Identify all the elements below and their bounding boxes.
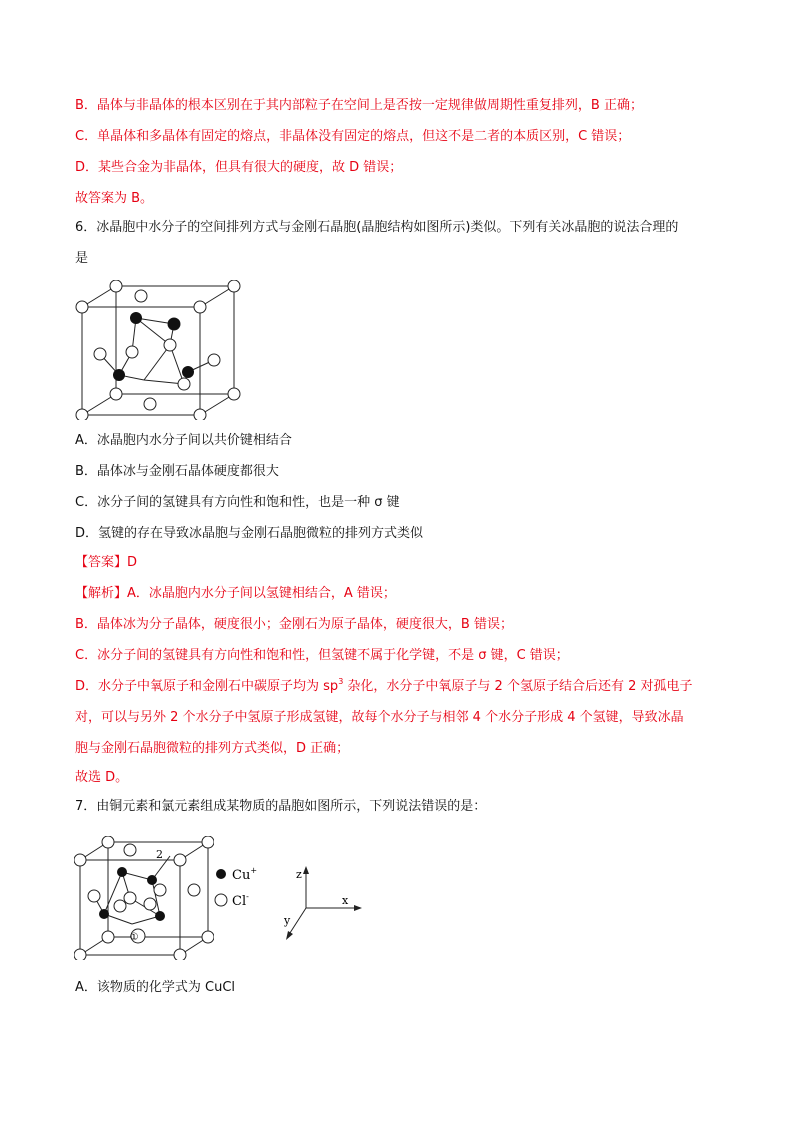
prev-option-c-explanation: C．单晶体和多晶体有固定的熔点，非晶体没有固定的熔点，但这不是二者的本质区别，C 错误； [75,129,631,144]
prev-conclusion: 故答案为 B。 [75,191,154,206]
legend-cl [232,892,249,909]
legend-cu [232,866,257,883]
q6-analysis-d-line3: 胞与金刚石晶胞微粒的排列方式类似，D 正确； [75,741,350,756]
q7-stem: 7．由铜元素和氯元素组成某物质的晶胞如图所示，下列说法错误的是： [75,799,487,814]
cl-ion-symbol-icon [215,894,227,906]
q6-analysis-d-line2: 对，可以与另外 2 个水分子中氢原子形成氢键，故每个水分子与相邻 4 个水分子形成 4 个氢键，导致冰晶 [75,710,684,725]
q6-conclusion: 故选 D。 [75,770,129,785]
legend-cl-symbol: Cl [232,894,247,909]
q7-axes [282,864,362,944]
analysis-d-pre: D．水分子中氧原子和金刚石中碳原子均为 [75,679,324,694]
q6-answer [75,553,137,573]
legend-cu-symbol: Cu [232,868,251,883]
cu-ion-symbol-icon [216,869,226,879]
q6-option-b: B．晶体冰与金刚石晶体硬度都很大 [75,464,279,479]
axis-y-label: y [284,914,291,927]
analysis-d-sup: 3 [338,677,344,686]
q6-diamond-cell-figure [74,280,244,420]
q6-stem-line2: 是 [75,251,89,266]
q6-option-c: C．冰分子间的氢键具有方向性和饱和性，也是一种 σ 键 [75,495,400,510]
axis-x-label: x [342,894,349,907]
analysis-d-sp: sp [323,679,339,694]
q7-cucl-cell-figure [74,836,214,960]
q6-analysis-a [75,584,396,604]
legend-cu-charge: + [250,866,258,875]
q6-option-d: D．氢键的存在导致冰晶胞与金刚石晶胞微粒的排列方式类似 [75,526,424,541]
q6-analysis-c: C．冰分子间的氢键具有方向性和饱和性，但氢键不属于化学键，不是 σ 键，C 错误； [75,648,569,663]
q6-analysis-d-line1 [75,677,693,697]
q7-option-a: A．该物质的化学式为 CuCl [75,980,236,995]
answer-value: D [127,555,138,570]
analysis-a-text: A．冰晶胞内水分子间以氢键相结合，A 错误； [127,586,396,601]
q6-analysis-b: B．晶体冰为分子晶体，硬度很小；金刚石为原子晶体，硬度很大，B 错误； [75,617,513,632]
prev-option-b-explanation: B．晶体与非晶体的根本区别在于其内部粒子在空间上是否按一定规律做周期性重复排列，B 正确； [75,98,643,113]
analysis-tag: 【解析】 [75,586,128,601]
cell-label-1: ① [129,932,139,943]
prev-option-d-explanation: D．某些合金为非晶体，但具有很大的硬度，故 D 错误； [75,160,403,175]
q6-stem-line1: 6．冰晶胞中水分子的空间排列方式与金刚石晶胞(晶胞结构如图所示)类似。下列有关冰晶胞的说法合理的 [75,220,679,235]
cell-label-2: 2 [156,848,163,861]
q6-option-a: A．冰晶胞内水分子间以共价键相结合 [75,433,292,448]
axis-z-label: z [296,868,302,881]
legend-cl-charge: - [246,892,249,901]
q7-legend [214,864,284,914]
analysis-d-post: 杂化，水分子中氧原子与 2 个氢原子结合后还有 2 对孤电子 [343,679,693,694]
answer-tag: 【答案】 [75,555,128,570]
